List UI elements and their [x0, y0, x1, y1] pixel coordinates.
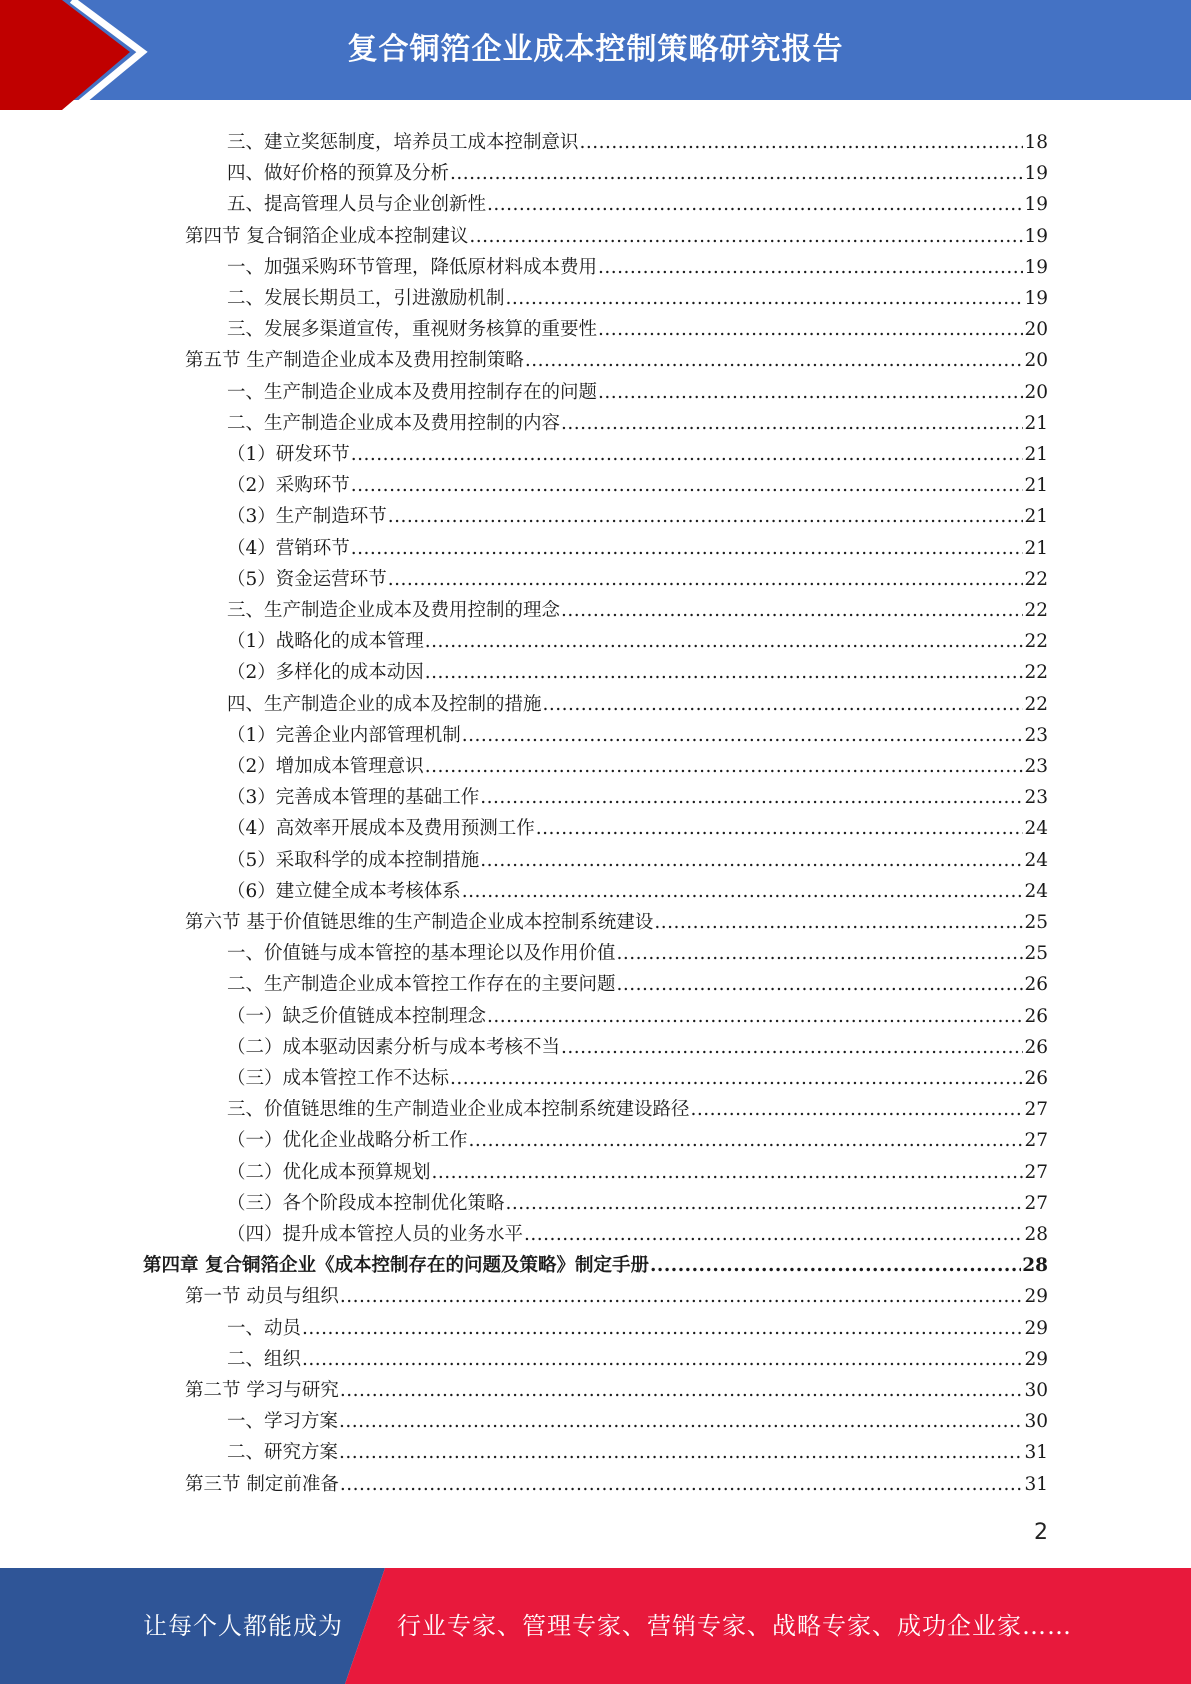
- toc-entry-page: 26: [1024, 974, 1048, 996]
- toc-entry-page: 29: [1024, 1286, 1048, 1308]
- toc-dot-leader: [425, 626, 1024, 657]
- page-footer: [0, 1568, 1191, 1684]
- toc-entry[interactable]: [227, 189, 1048, 220]
- toc-entry[interactable]: [227, 876, 1048, 907]
- toc-entry-page: 27: [1024, 1130, 1048, 1152]
- toc-entry-title: 第二节 学习与研究: [185, 1380, 339, 1401]
- toc-entry-page: 22: [1024, 693, 1048, 715]
- toc-entry-page: 19: [1024, 163, 1048, 185]
- toc-entry-title: 二、研究方案: [227, 1442, 339, 1464]
- toc-dot-leader: [450, 158, 1023, 189]
- toc-entry-page: 22: [1024, 631, 1048, 653]
- toc-dot-leader: [487, 189, 1023, 220]
- toc-entry-page: 28: [1024, 1224, 1048, 1245]
- toc-entry-page: 26: [1024, 1036, 1048, 1058]
- toc-entry[interactable]: [227, 1001, 1048, 1032]
- toc-entry-page: 23: [1024, 787, 1048, 809]
- toc-entry-page: 25: [1024, 912, 1048, 933]
- toc-dot-leader: [598, 377, 1023, 408]
- toc-entry-title: 五、提高管理人员与企业创新性: [227, 194, 487, 216]
- toc-entry[interactable]: [227, 751, 1048, 782]
- toc-entry-title: （3）生产制造环节: [227, 506, 387, 528]
- toc-entry-title: 一、价值链与成本管控的基本理论以及作用价值: [227, 943, 616, 965]
- toc-entry-title: 一、动员: [227, 1317, 302, 1339]
- toc-entry-page: 21: [1024, 412, 1048, 434]
- toc-entry-title: 二、组织: [227, 1348, 302, 1370]
- toc-dot-leader: [340, 1281, 1024, 1312]
- toc-entry[interactable]: [185, 1469, 1048, 1500]
- toc-entry-page: 26: [1024, 1068, 1048, 1089]
- toc-entry-title: 三、发展多渠道宣传，重视财务核算的重要性: [227, 319, 598, 341]
- toc-dot-leader: [691, 1094, 1024, 1125]
- toc-entry-page: 21: [1024, 537, 1048, 559]
- toc-entry-title: 二、生产制造企业成本管控工作存在的主要问题: [227, 974, 616, 996]
- toc-entry-page: 19: [1024, 194, 1048, 216]
- toc-entry-title: （一）缺乏价值链成本控制理念: [227, 1005, 487, 1027]
- toc-entry[interactable]: [143, 1250, 1048, 1281]
- toc-dot-leader: [506, 1188, 1024, 1219]
- toc-entry-page: 24: [1024, 818, 1048, 840]
- toc-dot-leader: [617, 969, 1024, 1000]
- toc-dot-leader: [388, 501, 1024, 532]
- toc-dot-leader: [351, 533, 1024, 564]
- toc-entry-title: （二）成本驱动因素分析与成本考核不当: [227, 1036, 561, 1058]
- toc-entry-page: 20: [1024, 319, 1048, 341]
- toc-dot-leader: [469, 221, 1023, 252]
- toc-entry[interactable]: [227, 1063, 1048, 1094]
- toc-entry[interactable]: [227, 938, 1048, 969]
- toc-entry-title: （1）研发环节: [227, 444, 350, 465]
- toc-entry-title: （5）采取科学的成本控制措施: [227, 849, 480, 871]
- toc-dot-leader: [351, 439, 1024, 470]
- toc-dot-leader: [524, 1219, 1023, 1250]
- toc-entry[interactable]: [227, 533, 1048, 564]
- toc-entry[interactable]: [185, 907, 1048, 938]
- toc-entry-page: 27: [1024, 1099, 1048, 1121]
- toc-entry-page: 27: [1024, 1192, 1048, 1214]
- toc-dot-leader: [432, 1157, 1024, 1188]
- toc-entry[interactable]: [227, 657, 1048, 688]
- toc-dot-leader: [351, 470, 1024, 501]
- toc-entry-title: 三、生产制造企业成本及费用控制的理念: [227, 600, 561, 621]
- toc-entry-page: 30: [1024, 1411, 1048, 1433]
- toc-dot-leader: [536, 813, 1024, 844]
- toc-entry-page: 30: [1024, 1380, 1048, 1401]
- toc-entry-page: 19: [1024, 256, 1048, 278]
- toc-entry-page: 22: [1024, 568, 1048, 590]
- toc-entry-page: 31: [1024, 1473, 1048, 1495]
- toc-dot-leader: [388, 564, 1024, 595]
- toc-dot-leader: [302, 1313, 1023, 1344]
- toc-entry-page: 23: [1024, 724, 1048, 746]
- toc-entry[interactable]: [227, 845, 1048, 876]
- toc-entry-page: 26: [1024, 1005, 1048, 1027]
- toc-entry-page: 31: [1024, 1442, 1048, 1464]
- toc-entry[interactable]: [227, 439, 1048, 470]
- toc-entry-page: 24: [1024, 849, 1048, 871]
- toc-entry-page: 19: [1024, 225, 1048, 247]
- toc-entry-title: 二、发展长期员工，引进激励机制: [227, 288, 505, 309]
- toc-entry[interactable]: [227, 782, 1048, 813]
- toc-entry[interactable]: [227, 1344, 1048, 1375]
- toc-entry-title: （3）完善成本管理的基础工作: [227, 787, 480, 809]
- toc-entry-title: （三）各个阶段成本控制优化策略: [227, 1192, 505, 1214]
- toc-entry-title: （1）完善企业内部管理机制: [227, 724, 461, 746]
- toc-entry-page: 19: [1024, 288, 1048, 309]
- toc-entry-title: （二）优化成本预算规划: [227, 1161, 431, 1183]
- toc-entry[interactable]: [227, 626, 1048, 657]
- toc-entry-title: 一、学习方案: [227, 1411, 339, 1433]
- toc-entry-title: （三）成本管控工作不达标: [227, 1068, 450, 1089]
- toc-entry-title: 二、生产制造企业成本及费用控制的内容: [227, 412, 561, 434]
- toc-dot-leader: [340, 1469, 1024, 1500]
- toc-entry-title: （1）战略化的成本管理: [227, 631, 424, 653]
- toc-entry[interactable]: [227, 283, 1048, 314]
- toc-dot-leader: [561, 595, 1023, 626]
- toc-entry-title: （4）高效率开展成本及费用预测工作: [227, 818, 535, 840]
- toc-entry[interactable]: [227, 1313, 1048, 1344]
- document-title: 复合铜箔企业成本控制策略研究报告: [347, 32, 844, 67]
- toc-entry-page: 27: [1024, 1161, 1048, 1183]
- toc-entry-title: 一、加强采购环节管理，降低原材料成本费用: [227, 256, 598, 278]
- toc-entry-title: （2）采购环节: [227, 475, 350, 497]
- toc-entry[interactable]: [227, 408, 1048, 439]
- toc-dot-leader: [450, 1063, 1023, 1094]
- toc-dot-leader: [580, 127, 1024, 158]
- toc-dot-leader: [340, 1375, 1024, 1406]
- toc-dot-leader: [302, 1344, 1023, 1375]
- toc-entry-title: 第四章 复合铜箔企业《成本控制存在的问题及策略》制定手册: [143, 1255, 649, 1277]
- toc-entry[interactable]: [227, 689, 1048, 720]
- toc-dot-leader: [469, 1125, 1024, 1156]
- toc-entry[interactable]: [227, 158, 1048, 189]
- toc-dot-leader: [462, 876, 1024, 907]
- toc-dot-leader: [487, 1001, 1023, 1032]
- toc-entry-page: 29: [1024, 1317, 1048, 1339]
- toc-dot-leader: [425, 751, 1024, 782]
- toc-entry-title: 三、价值链思维的生产制造业企业成本控制系统建设路径: [227, 1099, 690, 1121]
- toc-dot-leader: [506, 283, 1024, 314]
- toc-entry[interactable]: [227, 1219, 1048, 1250]
- toc-dot-leader: [480, 782, 1023, 813]
- toc-entry-page: 25: [1024, 943, 1048, 965]
- footer-slogan-right: 行业专家、管理专家、营销专家、战略专家、成功企业家……: [397, 1612, 1072, 1640]
- toc-entry[interactable]: [227, 1094, 1048, 1125]
- toc-entry[interactable]: [227, 1188, 1048, 1219]
- toc-entry[interactable]: [227, 969, 1048, 1000]
- toc-entry-title: （2）增加成本管理意识: [227, 756, 424, 777]
- toc-entry-title: 四、生产制造企业的成本及控制的措施: [227, 693, 542, 715]
- toc-entry[interactable]: [185, 1281, 1048, 1312]
- toc-entry[interactable]: [227, 1032, 1048, 1063]
- toc-entry[interactable]: [227, 314, 1048, 345]
- toc-dot-leader: [654, 907, 1023, 938]
- toc-dot-leader: [598, 252, 1023, 283]
- toc-dot-leader: [617, 938, 1024, 969]
- toc-entry[interactable]: [227, 252, 1048, 283]
- toc-entry-page: 21: [1024, 506, 1048, 528]
- toc-entry-page: 21: [1024, 475, 1048, 497]
- toc-dot-leader: [543, 689, 1024, 720]
- toc-entry-title: 第三节 制定前准备: [185, 1473, 339, 1495]
- toc-entry[interactable]: [227, 1125, 1048, 1156]
- toc-dot-leader: [561, 408, 1023, 439]
- toc-entry-title: （5）资金运营环节: [227, 568, 387, 590]
- toc-dot-leader: [650, 1250, 1021, 1281]
- toc-entry[interactable]: [227, 595, 1048, 626]
- toc-entry[interactable]: [227, 1157, 1048, 1188]
- toc-entry[interactable]: [227, 564, 1048, 595]
- toc-entry-title: 第四节 复合铜箔企业成本控制建议: [185, 225, 469, 247]
- toc-entry-title: （四）提升成本管控人员的业务水平: [227, 1224, 524, 1245]
- page-number: 2: [1034, 1520, 1048, 1545]
- toc-entry-title: （一）优化企业战略分析工作: [227, 1130, 468, 1152]
- toc-entry-page: 23: [1024, 756, 1048, 777]
- toc-entry-page: 21: [1024, 444, 1048, 465]
- toc-dot-leader: [598, 314, 1023, 345]
- toc-entry-title: 四、做好价格的预算及分析: [227, 163, 450, 185]
- toc-entry[interactable]: [227, 377, 1048, 408]
- toc-entry[interactable]: [227, 470, 1048, 501]
- toc-entry-title: 三、建立奖惩制度，培养员工成本控制意识: [227, 132, 579, 153]
- toc-entry-title: （6）建立健全成本考核体系: [227, 880, 461, 902]
- toc-entry-page: 28: [1022, 1255, 1048, 1277]
- toc-entry-page: 22: [1024, 662, 1048, 684]
- toc-entry-title: 第五节 生产制造企业成本及费用控制策略: [185, 350, 524, 372]
- toc-entry[interactable]: [185, 221, 1048, 252]
- toc-entry-title: 一、生产制造企业成本及费用控制存在的问题: [227, 381, 598, 403]
- toc-entry-page: 29: [1024, 1348, 1048, 1370]
- toc-entry[interactable]: [185, 1375, 1048, 1406]
- footer-slogan-left: 让每个人都能成为: [143, 1612, 343, 1640]
- toc-entry[interactable]: [227, 127, 1048, 158]
- toc-entry-page: 18: [1024, 132, 1048, 153]
- toc-dot-leader: [339, 1437, 1023, 1468]
- toc-entry[interactable]: [227, 1406, 1048, 1437]
- toc-dot-leader: [561, 1032, 1023, 1063]
- toc-dot-leader: [525, 345, 1024, 376]
- toc-entry[interactable]: [185, 345, 1048, 376]
- toc-entry-page: 20: [1024, 381, 1048, 403]
- toc-entry-page: 22: [1024, 600, 1048, 621]
- toc-entry-title: 第六节 基于价值链思维的生产制造企业成本控制系统建设: [185, 912, 654, 933]
- toc-entry-page: 24: [1024, 880, 1048, 902]
- toc-entry-title: （4）营销环节: [227, 537, 350, 559]
- toc-dot-leader: [462, 720, 1024, 751]
- toc-entry-title: 第一节 动员与组织: [185, 1286, 339, 1308]
- page-header: [0, 0, 1191, 110]
- toc-entry-page: 20: [1024, 350, 1048, 372]
- toc-entry[interactable]: [227, 501, 1048, 532]
- toc-entry[interactable]: [227, 1437, 1048, 1468]
- toc-entry[interactable]: [227, 813, 1048, 844]
- toc-entry-title: （2）多样化的成本动因: [227, 662, 424, 684]
- toc-dot-leader: [480, 845, 1023, 876]
- toc-dot-leader: [425, 657, 1024, 688]
- toc-dot-leader: [339, 1406, 1023, 1437]
- toc-entry[interactable]: [227, 720, 1048, 751]
